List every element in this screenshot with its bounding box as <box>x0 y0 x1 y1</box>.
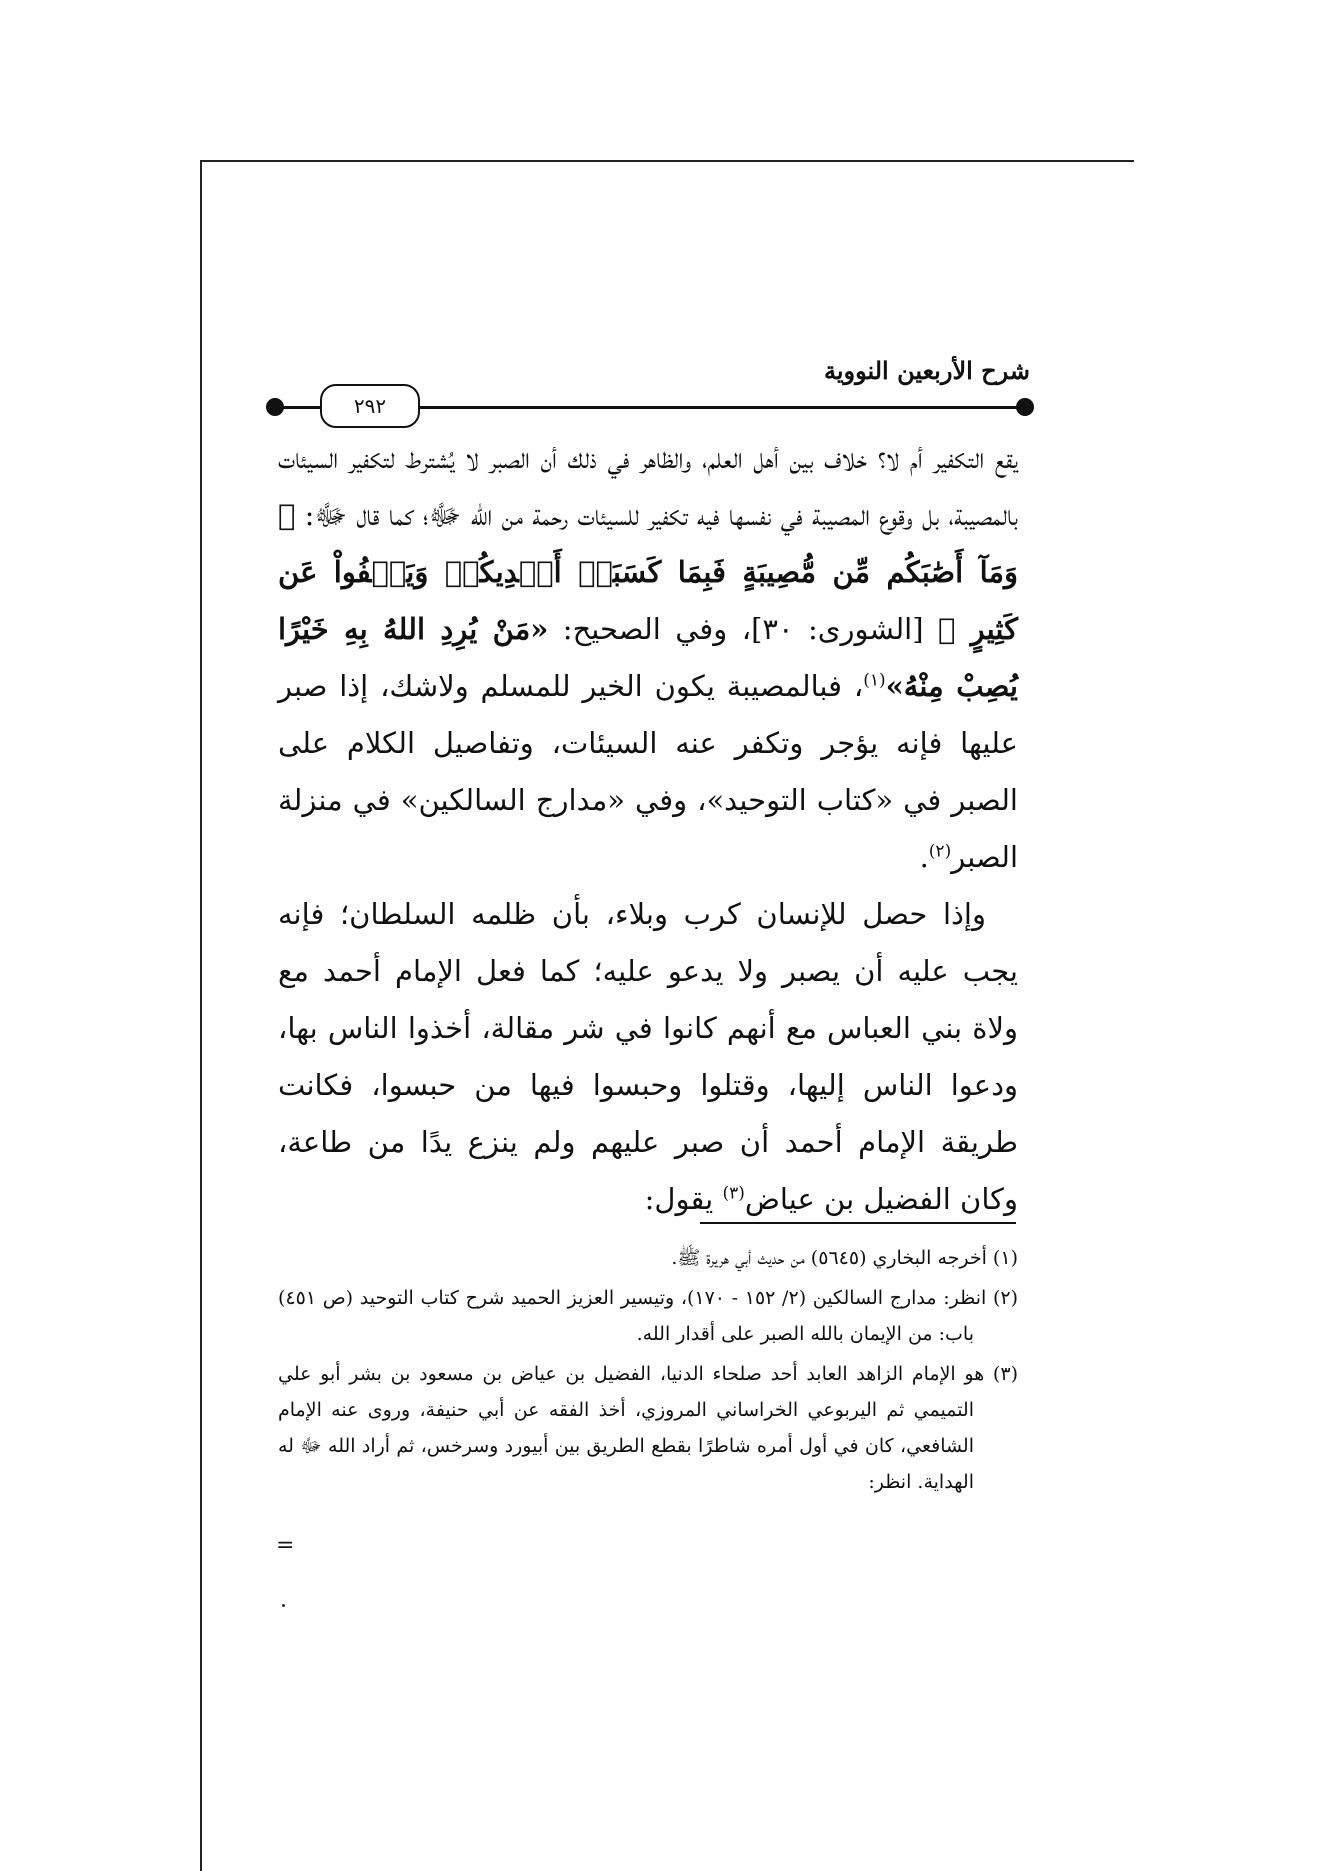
text-span: . <box>919 840 929 874</box>
scan-speck <box>282 1604 285 1607</box>
continued-mark: = <box>276 1533 295 1558</box>
page-header <box>270 356 1030 420</box>
footnote-separator <box>700 1222 1016 1224</box>
page-number: ٢٩٢ <box>320 384 420 428</box>
text-span: يقع التكفير أم لا؟ خلاف بين أهل العلم، والظاهر في ذلك أن الصبر لا يُشترط لتكفير السيئات بالمصيبة، بل وقوع المصيبة في نفسها فيه تكفير للسيئات رحمة من الله ﷻ؛ كما قال ﷻ: <box>278 441 1018 532</box>
footnote-2: (٢) انظر: مدارج السالكين (٢/ ١٥٢ - ١٧٠)، وتيسير العزيز الحميد شرح كتاب التوحيد (ص ٤٥١) باب: من الإيمان بالله الصبر على أقدار الله. <box>278 1287 1019 1345</box>
paragraph-1 <box>278 430 1018 886</box>
footnote-ref-3[interactable]: (٣) <box>722 1183 745 1204</box>
text-span: ، فبالمصيبة يكون الخير للمسلم ولاشك، إذا صبر عليها فإنه يؤجر وتكفر عنه السيئات، وتفاصيل الكلام على الصبر في «كتاب التوحيد»، وفي «مدارج السالكين» في منزلة الصبر <box>278 669 1018 874</box>
footnote-1: (١) أخرجه البخاري (٥٦٤٥) من حديث أبي هريرة ﷺ. <box>671 1247 1018 1269</box>
footnote-3: (٣) هو الإمام الزاهد العابد أحد صلحاء الدنيا، الفضيل بن عياض بن مسعود بن بشر أبو علي التميمي ثم اليربوعي الخراساني المروزي، أخذ الفقه عن أبي حنيفة، وروى عنه الإمام الشافعي، كان في أول أمره شاطرًا بقطع الطريق بين أبيورد وسرخس، ثم أراد الله ﷻ له الهداية. انظر: <box>278 1363 1018 1493</box>
header-dot-left <box>266 398 284 416</box>
footnotes <box>278 1240 1018 1504</box>
hadith-quote: «مَنْ يُرِدِ اللهُ بِهِ خَيْرًا يُصِبْ مِنْهُ» <box>278 612 1019 703</box>
page-frame-top <box>200 160 1134 162</box>
footnote-ref-2[interactable]: (٢) <box>928 841 952 862</box>
footnote-ref-1[interactable]: (١) <box>863 670 886 691</box>
book-title: شرح الأربعين النووية <box>823 356 1030 385</box>
header-dot-right <box>1016 398 1034 416</box>
page-frame-left <box>200 160 202 1871</box>
paragraph-2 <box>278 886 1018 1228</box>
text-span: وإذا حصل للإنسان كرب وبلاء، بأن ظلمه السلطان؛ فإنه يجب عليه أن يصبر ولا يدعو عليه؛ كما فعل الإمام أحمد مع ولاة بني العباس مع أنهم كانوا في شر مقالة، أخذوا الناس بها، ودعوا الناس إليها، وقتلوا وحبسوا فيها من حبسوا، فكانت طريقة الإمام أحمد أن صبر عليهم ولم ينزع يدًا من طاعة، وكان الفضيل بن عياض <box>278 897 1018 1216</box>
text-span: يقول: <box>644 1182 723 1216</box>
main-text <box>278 430 1018 1228</box>
text-span: [الشورى: ٣٠]، وفي الصحيح: <box>548 612 938 646</box>
quran-verse: ﴿ وَمَآ أَصَٰبَكُم مِّن مُّصِيبَةٍ فَبِمَا كَسَبَتۡ أَيۡدِيكُمۡ وَيَعۡفُواْ عَن كَثِيرٍ ﴾ <box>278 498 1018 646</box>
